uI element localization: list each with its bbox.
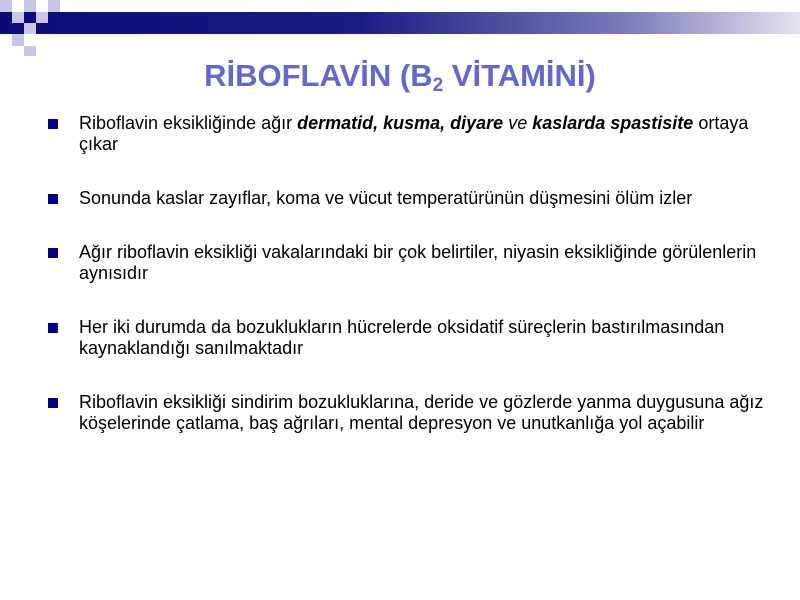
decor-square-5 [24, 23, 36, 34]
title-subscript: 2 [432, 75, 444, 96]
bullet-item-4 [48, 317, 768, 359]
bullet-3-text: Ağır riboflavin eksikliği vakalarındaki bir çok belirtiler, niyasin eksikliğinde görülenlerin aynısıdır [79, 242, 757, 283]
bullet-1-text-a: Riboflavin eksikliğinde ağır [79, 113, 298, 133]
header-gradient-bar [0, 12, 800, 34]
decor-square-2 [24, 0, 36, 12]
square-bullet-icon [48, 194, 58, 204]
decor-square-8 [24, 46, 36, 56]
bullet-1-text-b: ve [503, 113, 533, 133]
bullet-1-emphasis-symptoms: dermatid, kusma, diyare [297, 113, 504, 133]
title-rest: VİTAMİNİ) [443, 58, 596, 93]
decor-square-4 [36, 12, 48, 23]
bullet-4-text: Her iki durumda da bozuklukların hücrelerde oksidatif süreçlerin bastırılmasından kaynaklandığı sanılmaktadır [79, 317, 725, 358]
square-bullet-icon [48, 398, 58, 408]
bullet-item-3 [48, 242, 768, 284]
bullet-2-text: Sonunda kaslar zayıflar, koma ve vücut temperatürünün düşmesini ölüm izler [79, 188, 693, 208]
bullet-item-5 [48, 392, 768, 434]
bullet-1-text-c: ortaya çıkar [79, 113, 749, 154]
bullet-5-text: Riboflavin eksikliği sindirim bozukluklarına, deride ve gözlerde yanma duygusuna ağız köşelerinde çatlama, baş ağrıları, mental depresyon ve unutkanlığa yol açabilir [79, 392, 764, 433]
square-bullet-icon [48, 323, 58, 333]
slide-title [0, 58, 800, 97]
decor-square-7 [48, 0, 60, 12]
bullet-1-emphasis-spasticity: kaslarda spastisite [532, 113, 694, 133]
bullet-item-2 [48, 188, 768, 209]
square-bullet-icon [48, 119, 58, 129]
square-bullet-icon [48, 248, 58, 258]
bullet-list [48, 113, 768, 467]
decor-square-6 [12, 34, 24, 46]
decor-square-3 [12, 12, 24, 23]
bullet-item-1 [48, 113, 768, 155]
title-main: RİBOFLAVİN (B [204, 58, 433, 93]
decor-square-1 [0, 0, 12, 12]
